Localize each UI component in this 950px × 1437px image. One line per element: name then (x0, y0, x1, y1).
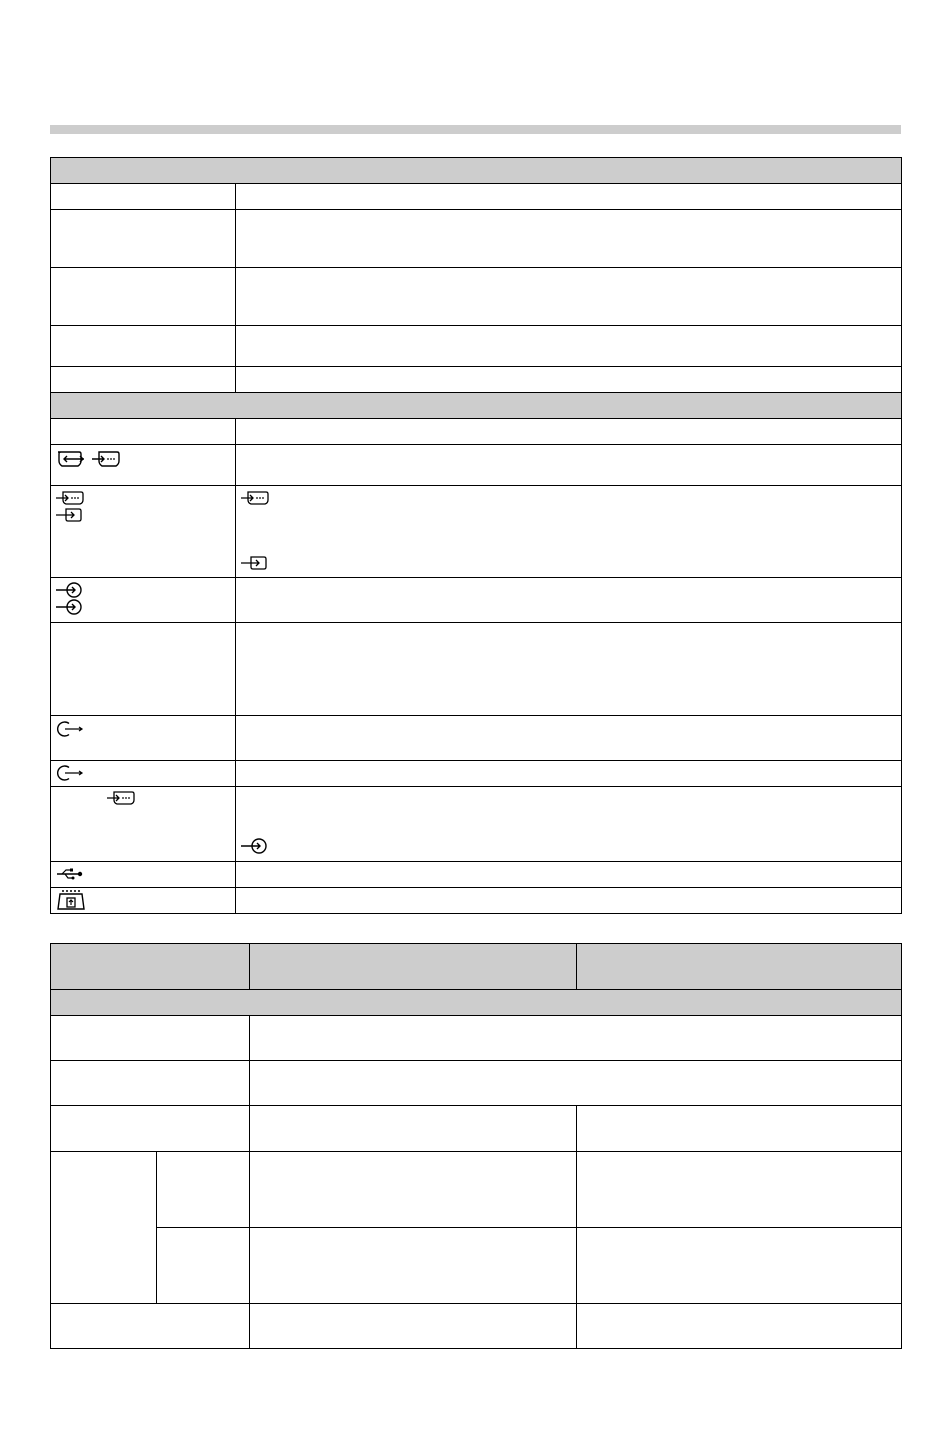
section-row (51, 393, 902, 419)
table-row (51, 761, 902, 787)
output-icon (55, 720, 85, 738)
spec-table (50, 157, 902, 914)
video-input-icon (240, 837, 270, 855)
section-row (51, 158, 902, 184)
table-row (51, 184, 902, 210)
table-row (51, 578, 902, 623)
spec-table-2 (50, 943, 902, 1349)
usb-icon (55, 865, 85, 883)
section-header-cell (51, 393, 902, 419)
hdmi-in-out-icon (55, 450, 85, 468)
table-row (51, 445, 902, 486)
table-row (51, 1228, 902, 1304)
table-header-row (51, 944, 902, 990)
table-row (51, 326, 902, 367)
component-input-icon (55, 507, 85, 523)
table-row (51, 716, 902, 761)
hdmi-input-icon (91, 450, 121, 468)
table-row (51, 486, 902, 578)
table-row (51, 367, 902, 393)
table-row (51, 210, 902, 268)
table-row (51, 1304, 902, 1349)
table-row (51, 1016, 902, 1061)
table-row (51, 1061, 902, 1106)
table-row (51, 787, 902, 862)
component-input-icon (240, 555, 270, 571)
hdmi-input-icon (106, 790, 136, 806)
table-row (51, 268, 902, 326)
table-row (51, 1152, 902, 1228)
top-rule (50, 125, 901, 134)
table-row (51, 1106, 902, 1152)
table-row (51, 862, 902, 888)
cam-slot-icon (55, 889, 85, 911)
output-icon (55, 764, 85, 782)
video-input-icon (55, 598, 85, 616)
table-row (51, 623, 902, 716)
video-input-icon (55, 581, 85, 599)
table-row (51, 419, 902, 445)
hdmi-input-icon (240, 490, 270, 506)
hdmi-input-icon (55, 490, 85, 506)
section-header-cell (51, 158, 902, 184)
table-row (51, 888, 902, 914)
section-row (51, 990, 902, 1016)
